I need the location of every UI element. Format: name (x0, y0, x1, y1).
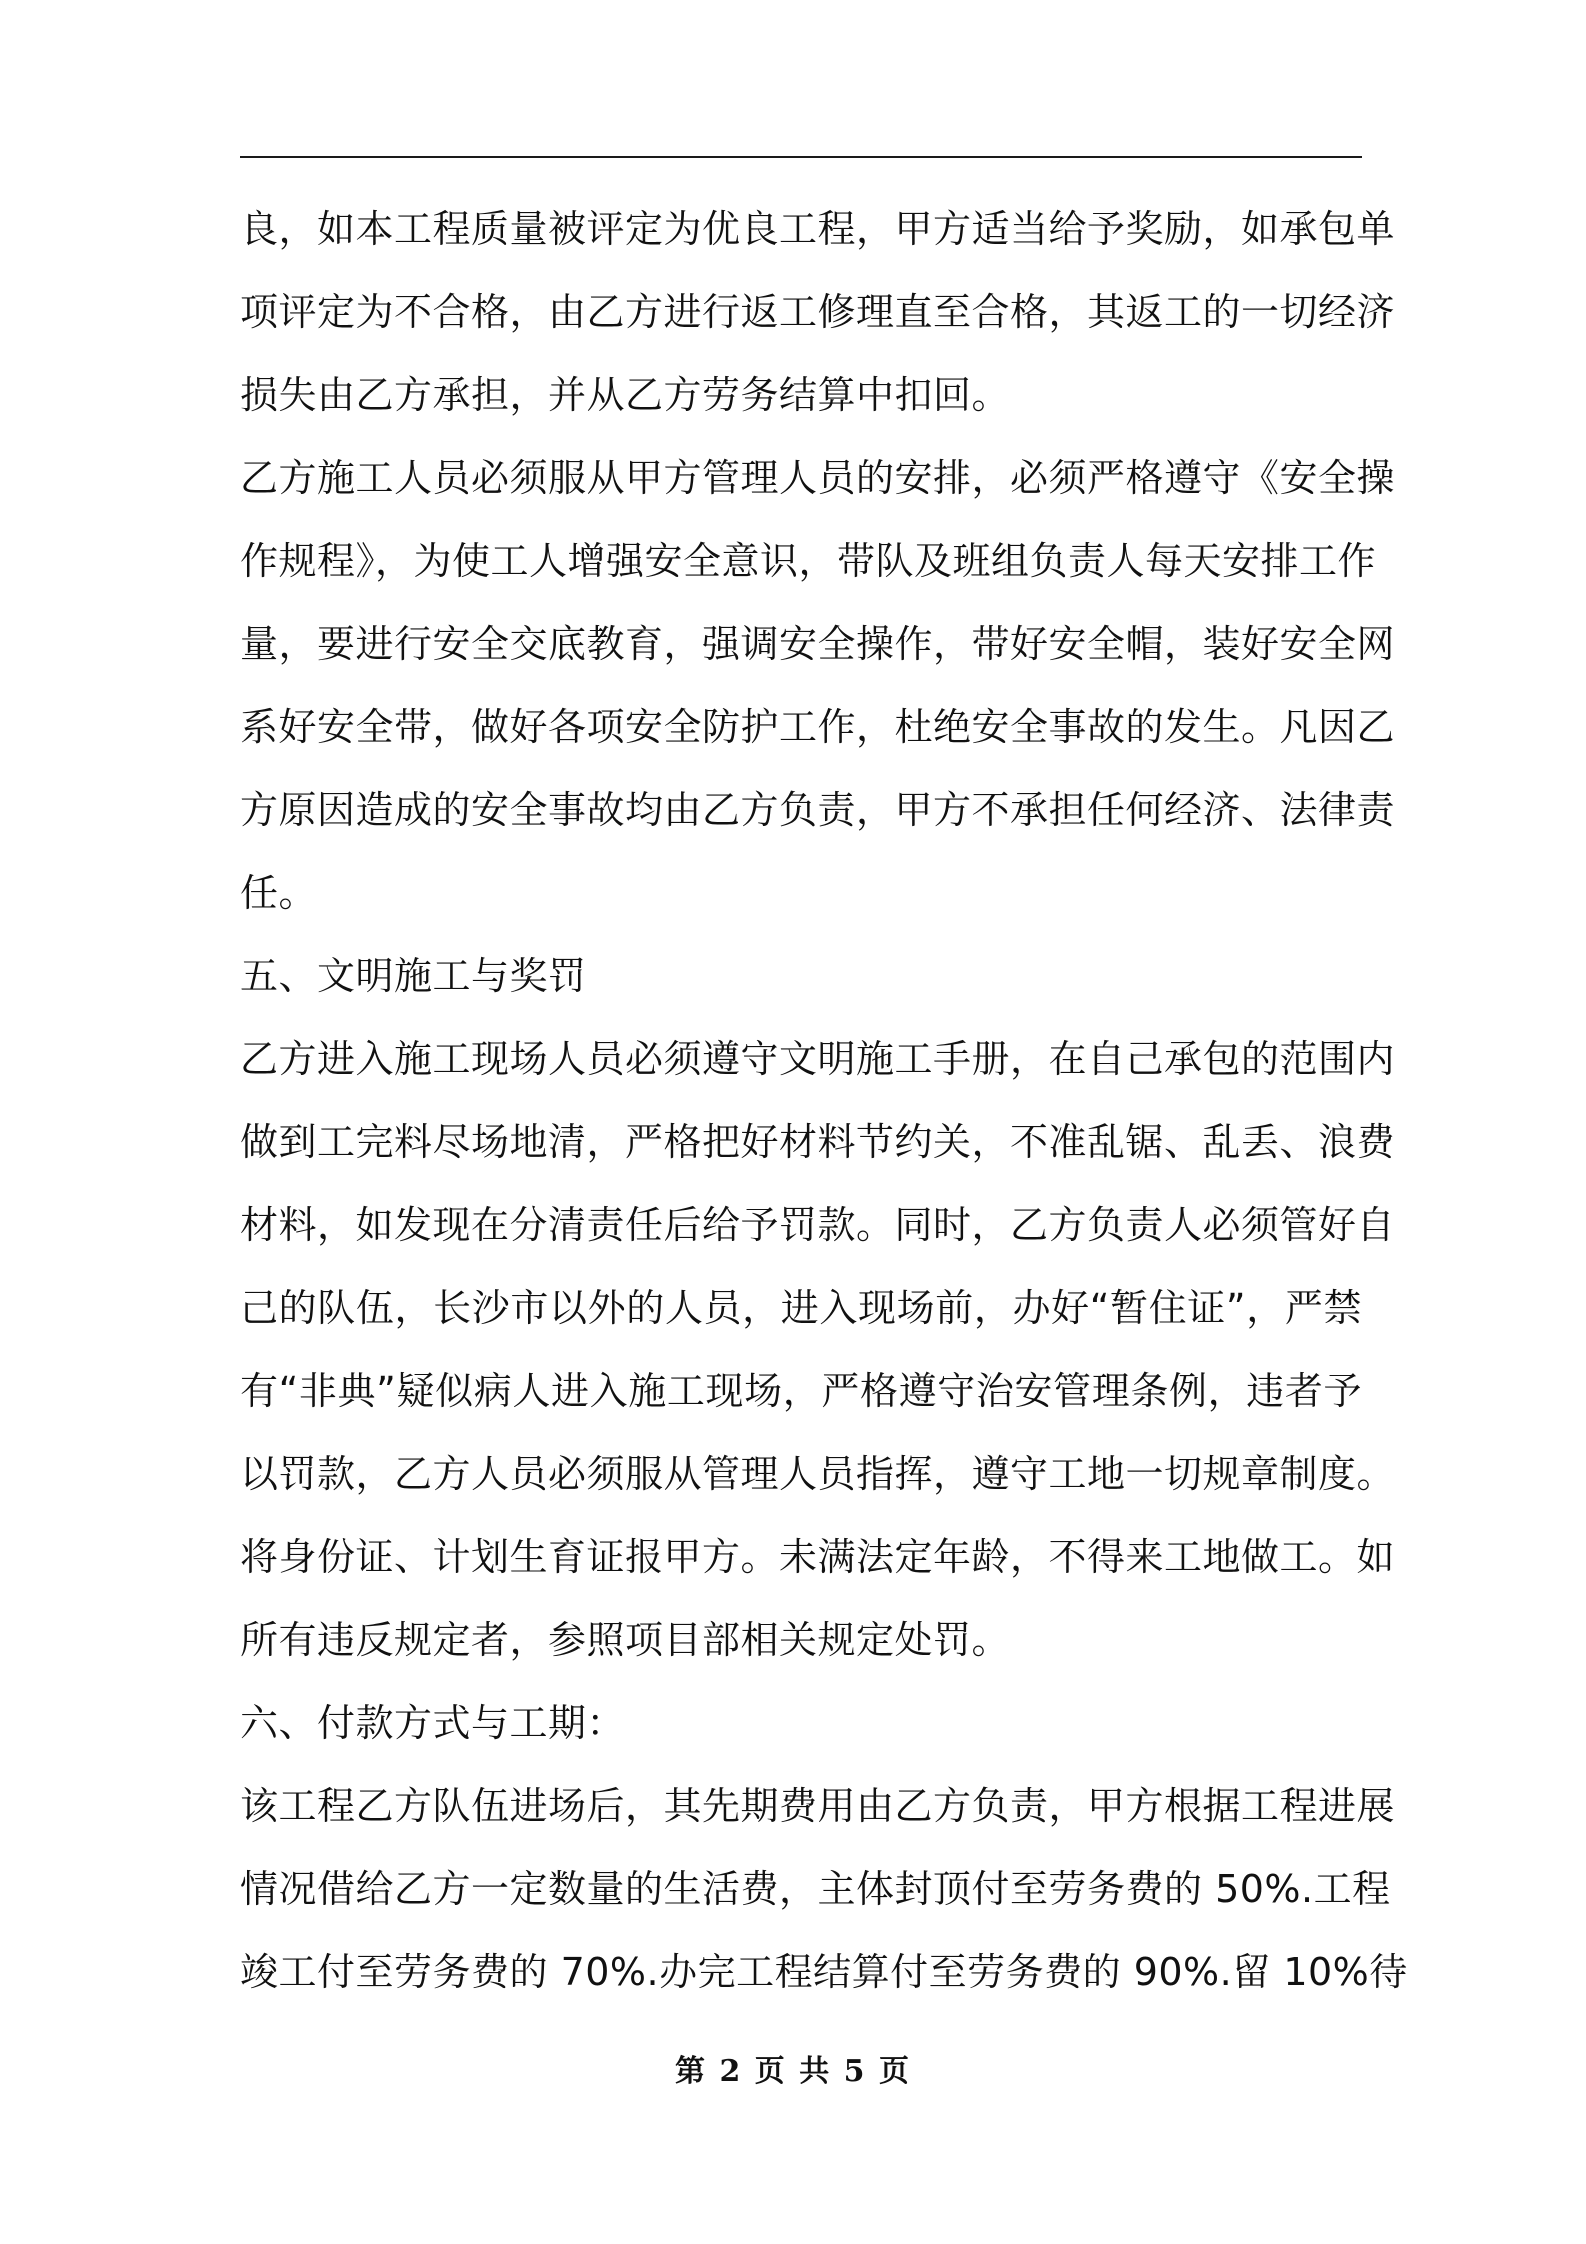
text-line: 乙方施工人员必须服从甲方管理人员的安排，必须严格遵守《安全操 (240, 456, 1396, 500)
text-line: 竣工付至劳务费的 70%.办完工程结算付至劳务费的 90%.留 10%待 (240, 1950, 1408, 1994)
text-line: 情况借给乙方一定数量的生活费，主体封顶付至劳务费的 50%.工程 (240, 1867, 1391, 1911)
text-line: 项评定为不合格，由乙方进行返工修理直至合格，其返工的一切经济 (240, 290, 1396, 334)
text-line: 方原因造成的安全事故均由乙方负责，甲方不承担任何经济、法律责 (240, 788, 1396, 832)
section-heading: 五、文明施工与奖罚 (240, 954, 587, 998)
text-line: 以罚款，乙方人员必须服从管理人员指挥，遵守工地一切规章制度。 (240, 1452, 1396, 1496)
text-line: 该工程乙方队伍进场后，其先期费用由乙方负责，甲方根据工程进展 (240, 1784, 1396, 1828)
current-page-number: 2 (719, 2054, 743, 2089)
text-line: 任。 (240, 871, 318, 915)
text-line: 量，要进行安全交底教育，强调安全操作，带好安全帽，装好安全网 (240, 622, 1396, 666)
text-line: 材料，如发现在分清责任后给予罚款。同时，乙方负责人必须管好自 (240, 1203, 1396, 1247)
text-line: 损失由乙方承担，并从乙方劳务结算中扣回。 (240, 373, 1011, 417)
text-line: 将身份证、计划生育证报甲方。未满法定年龄，不得来工地做工。如 (240, 1535, 1396, 1579)
text-line: 己的队伍，长沙市以外的人员，进入现场前，办好“暂住证”，严禁 (240, 1286, 1362, 1330)
text-line: 作规程》，为使工人增强安全意识，带队及班组负责人每天安排工作 (240, 539, 1377, 583)
text-line: 所有违反规定者，参照项目部相关规定处罚。 (240, 1618, 1011, 1662)
text-line: 做到工完料尽场地清，严格把好材料节约关，不准乱锯、乱丢、浪费 (240, 1120, 1396, 1164)
section-heading: 六、付款方式与工期： (240, 1701, 626, 1745)
text-line: 系好安全带，做好各项安全防护工作，杜绝安全事故的发生。凡因乙 (240, 705, 1396, 749)
page-footer (0, 2046, 1586, 2090)
header-rule (240, 156, 1362, 158)
text-line: 良，如本工程质量被评定为优良工程，甲方适当给予奖励，如承包单 (240, 207, 1396, 251)
total-pages-number: 5 (843, 2054, 867, 2089)
footer-suffix: 页 (879, 2054, 911, 2089)
footer-middle: 页 共 (754, 2054, 832, 2089)
text-line: 乙方进入施工现场人员必须遵守文明施工手册，在自己承包的范围内 (240, 1037, 1396, 1081)
document-body (240, 188, 1408, 2014)
footer-prefix: 第 (674, 2054, 707, 2089)
text-line: 有“非典”疑似病人进入施工现场，严格遵守治安管理条例，违者予 (240, 1369, 1362, 1413)
